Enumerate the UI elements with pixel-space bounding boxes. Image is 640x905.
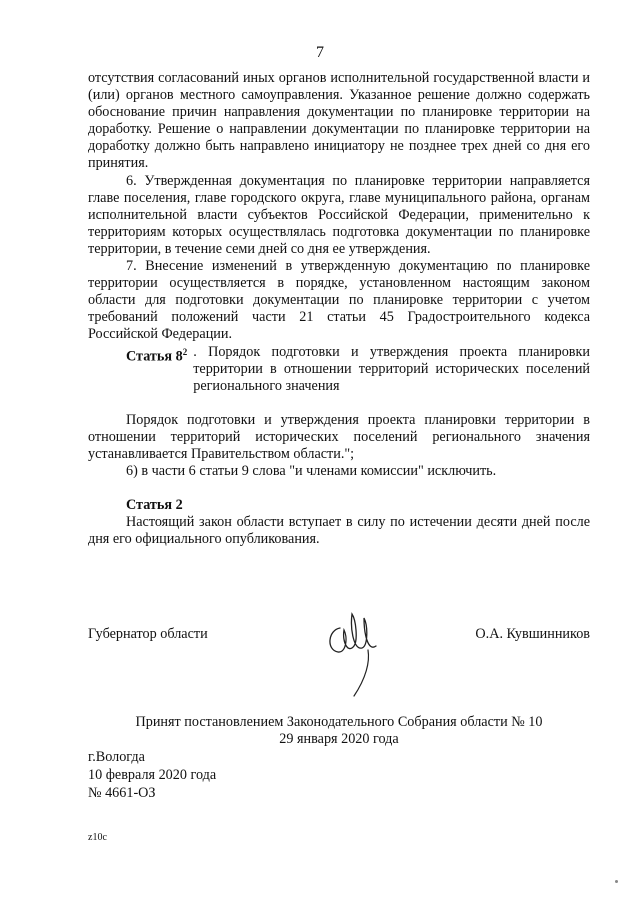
document-body: [88, 70, 590, 548]
article-8-2-title: . Порядок подготовки и утверждения проекта планировки территории в отношении территорий исторических поселений регионального значения: [193, 343, 590, 394]
document-code: z10c: [88, 832, 107, 843]
signatory-position: Губернатор области: [88, 626, 208, 642]
adoption-line-2: 29 января 2020 года: [279, 731, 399, 747]
article-2-text: Настоящий закон области вступает в силу по истечении десяти дней после дня его официального опубликования.: [88, 514, 590, 548]
paragraph-order: Порядок подготовки и утверждения проекта планировки территории в отношении территорий исторических поселений регионального значения устанавливается Правительством области.";: [88, 411, 590, 462]
paragraph-subitem-6: 6) в части 6 статьи 9 слова "и членами комиссии" исключить.: [126, 463, 497, 480]
adoption-note: [88, 714, 590, 748]
adoption-line-1: Принят постановлением Законодательного Собрания области № 10: [135, 714, 543, 730]
paragraph-continuation: отсутствия согласований иных органов исполнительной государственной власти и (или) органов местного самоуправления. Указанное решение должно содержать обоснование причин направления документации по планировке территории на доработку. Решение о направлении документации по планировке территории на доработку должно быть направлено инициатору не позднее трех дней со дня его принятия.: [88, 70, 590, 172]
signatory-name: О.А. Кувшинников: [475, 626, 590, 642]
city: г.Вологда: [88, 749, 145, 765]
page-number: 7: [316, 44, 324, 61]
law-number: № 4661-ОЗ: [88, 785, 156, 801]
handwritten-signature: [318, 600, 388, 700]
place-and-date: [88, 748, 216, 802]
scan-dot: [615, 880, 618, 883]
paragraph-item-6: 6. Утвержденная документация по планировке территории направляется главе поселения, главе городского округа, главе муниципального района, органам исполнительной власти субъектов Российской Федерации, применительно к территориям которых осуществлялась подготовка документации по планировке территории, в течение семи дней со дня ее утверждения.: [88, 172, 590, 257]
article-2-label: Статья 2: [126, 497, 183, 514]
article-8-2-heading: [88, 344, 590, 395]
law-date: 10 февраля 2020 года: [88, 767, 217, 783]
paragraph-item-7: 7. Внесение изменений в утвержденную документацию по планировке территории осуществляется в порядке, установленном настоящим законом области для подготовки документации по планировке территории с учетом требований положений части 21 статьи 45 Градостроительного кодекса Российской Федерации.: [88, 258, 590, 343]
article-8-2-label: Статья $8^2$: [126, 346, 188, 365]
